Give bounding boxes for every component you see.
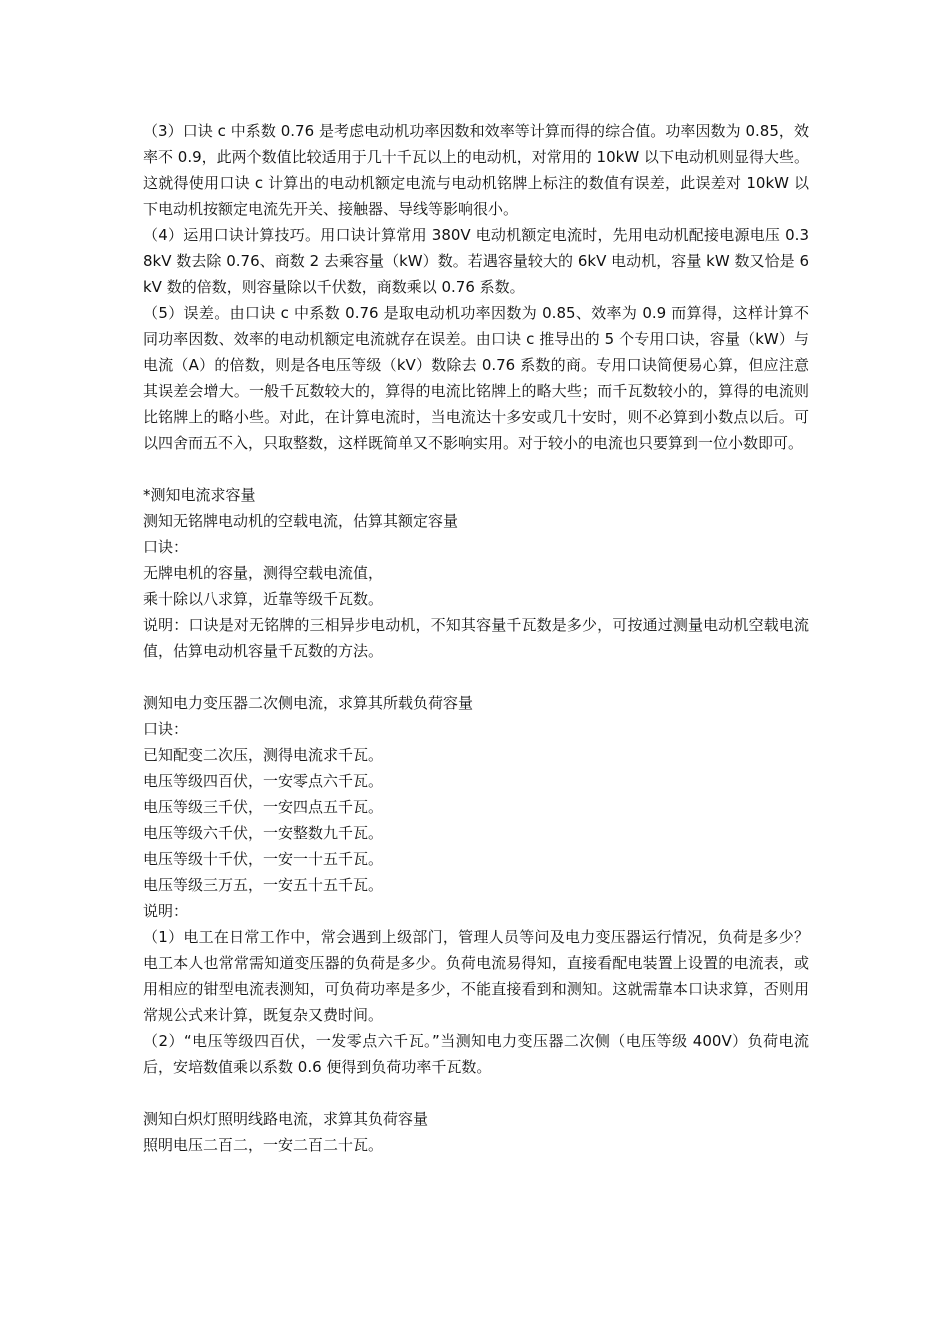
spacer [143,664,809,690]
spacer [143,456,809,482]
explanation-paragraph-1: （1）电工在日常工作中，常会遇到上级部门，管理人员等问及电力变压器运行情况，负荷是多少？电工本人也常常需知道变压器的负荷是多少。负荷电流易得知，直接看配电装置上设置的电流表，或用相应的钳型电流表测知，可负荷功率是多少，不能直接看到和测知。这就需靠本口诀求算，否则用常规公式来计算，既复杂又费时间。 [143,928,809,1024]
explanation-paragraph-2: （2）“电压等级四百伏，一发零点六千瓦。”当测知电力变压器二次侧（电压等级 400V）负荷电流后，安培数值乘以系数 0.6 便得到负荷功率千瓦数。 [143,1032,809,1076]
section-subheading: 测知白炽灯照明线路电流，求算其负荷容量 [143,1110,429,1128]
verse-line: 乘十除以八求算，近靠等级千瓦数。 [143,590,384,608]
paragraph-item-4: （4）运用口诀计算技巧。用口诀计算常用 380V 电动机额定电流时，先用电动机配接电源电压 0.38kV 数去除 0.76、商数 2 去乘容量（kW）数。若遇容量较大的 6kV 电动机，容量 kW 数又恰是 6kV 数的倍数，则容量除以千伏数，商数乘以 0.76 系数。 [143,226,809,296]
verse-line: 电压等级六千伏，一安整数九千瓦。 [143,824,384,842]
spacer [143,1080,809,1106]
paragraph-item-5: （5）误差。由口诀 c 中系数 0.76 是取电动机功率因数为 0.85、效率为 0.9 而算得，这样计算不同功率因数、效率的电动机额定电流就存在误差。由口诀 c 推导出的 5 个专用口诀，容量（kW）与电流（A）的倍数，则是各电压等级（kV）数除去 0.76 系数的商。专用口诀简便易心算，但应注意其误差会增大。一般千瓦数较大的，算得的电流比铭牌上的略大些；而千瓦数较小的，算得的电流则比铭牌上的略小些。对此，在计算电流时，当电流达十多安或几十安时，则不必算到小数点以后。可以四舍而五不入，只取整数，这样既简单又不影响实用。对于较小的电流也只要算到一位小数即可。 [143,304,809,452]
verse-line: 电压等级十千伏，一安一十五千瓦。 [143,850,384,868]
document-page [143,118,809,1158]
section-heading: *测知电流求容量 [143,486,256,504]
verse-label: 口诀： [143,720,189,738]
explanation-label: 说明： [143,902,189,920]
verse-label: 口诀： [143,538,189,556]
explanation-paragraph: 说明：口诀是对无铭牌的三相异步电动机，不知其容量千瓦数是多少，可按通过测量电动机空载电流值，估算电动机容量千瓦数的方法。 [143,616,809,660]
paragraph-item-3: （3）口诀 c 中系数 0.76 是考虑电动机功率因数和效率等计算而得的综合值。功率因数为 0.85，效率不 0.9，此两个数值比较适用于几十千瓦以上的电动机，对常用的 10kW 以下电动机则显得大些。这就得使用口诀 c 计算出的电动机额定电流与电动机铭牌上标注的数值有误差，此误差对 10kW 以下电动机按额定电流先开关、接触器、导线等影响很小。 [143,122,809,218]
verse-line: 电压等级三千伏，一安四点五千瓦。 [143,798,384,816]
section-subheading: 测知电力变压器二次侧电流，求算其所载负荷容量 [143,694,474,712]
verse-line: 无牌电机的容量，测得空载电流值， [143,564,384,582]
verse-line: 已知配变二次压，测得电流求千瓦。 [143,746,384,764]
verse-line: 照明电压二百二，一安二百二十瓦。 [143,1136,384,1154]
verse-line: 电压等级三万五，一安五十五千瓦。 [143,876,384,894]
section-subheading: 测知无铭牌电动机的空载电流，估算其额定容量 [143,512,459,530]
verse-line: 电压等级四百伏，一安零点六千瓦。 [143,772,384,790]
